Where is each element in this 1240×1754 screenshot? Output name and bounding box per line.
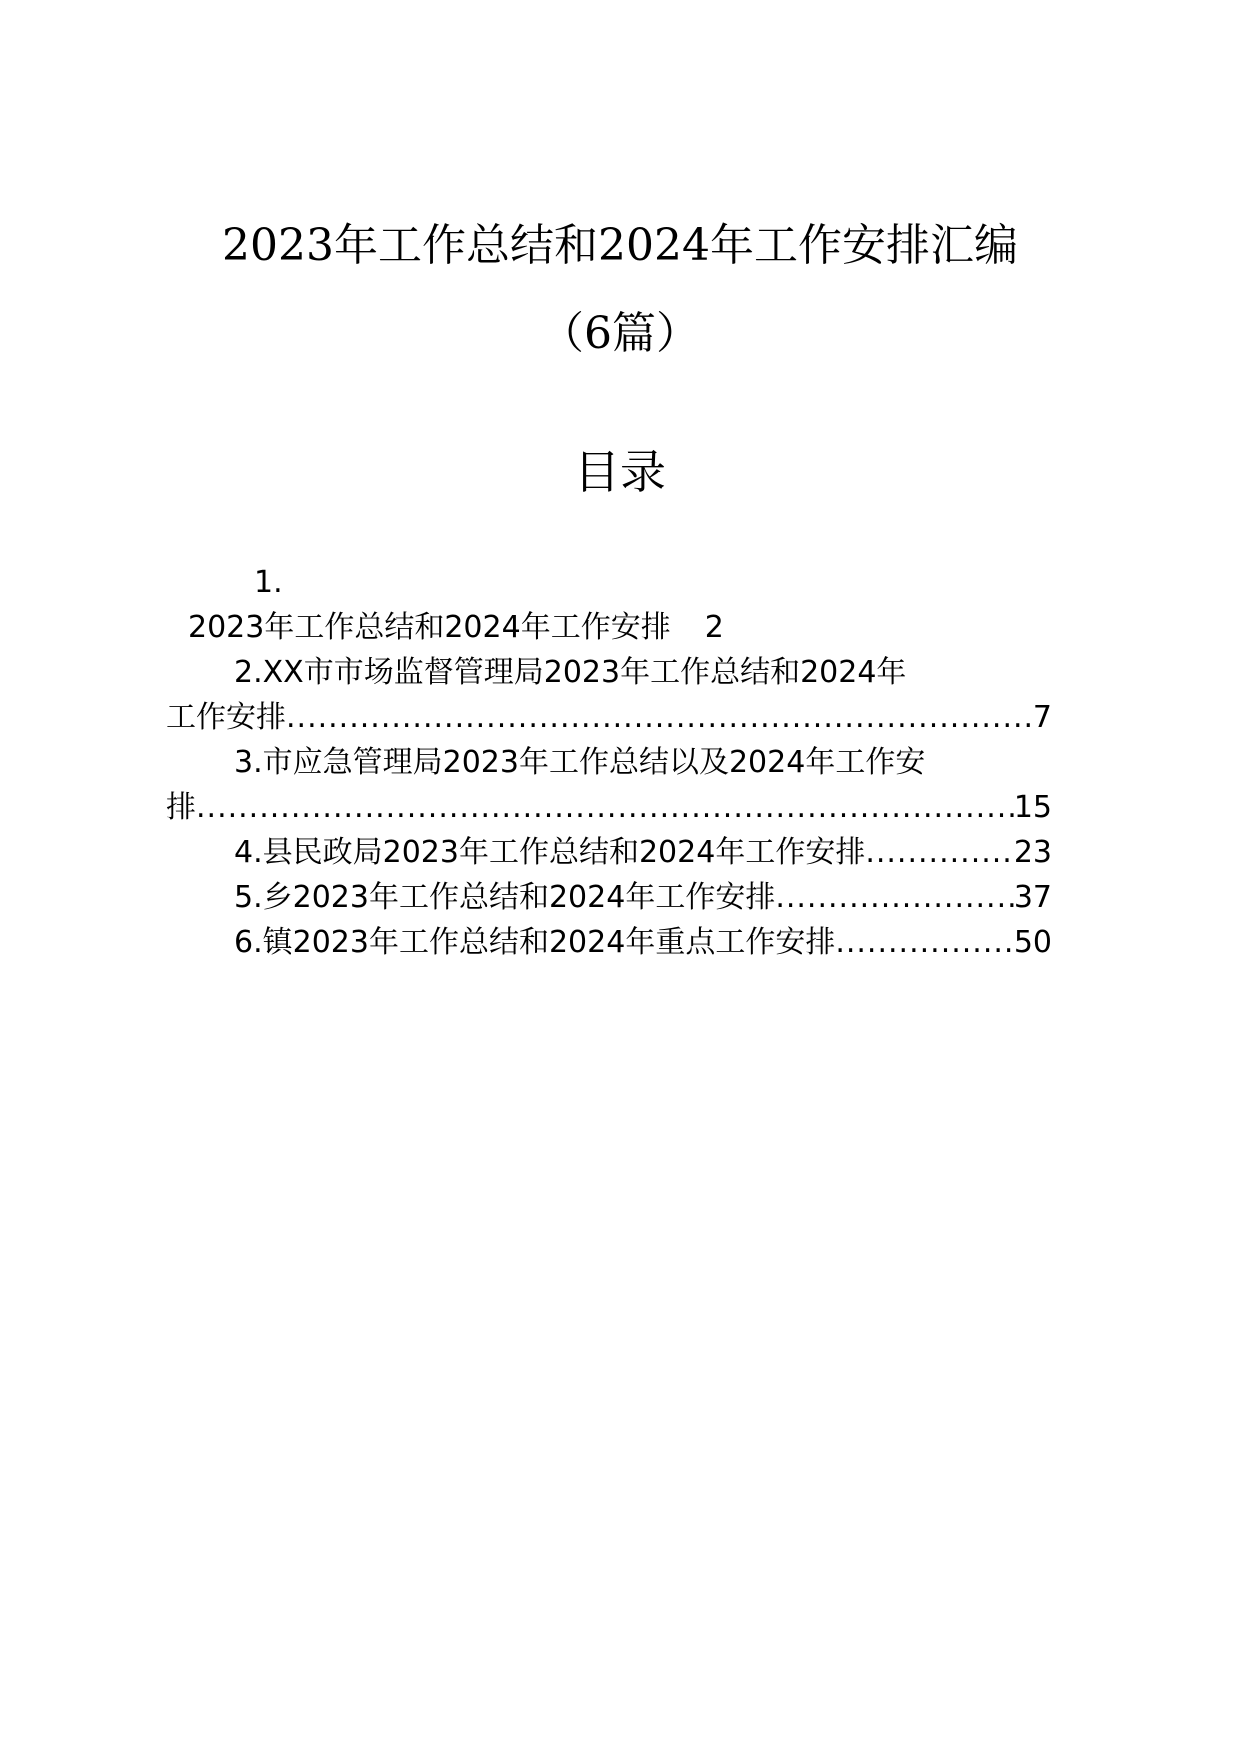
toc-entry-5-leader	[775, 875, 1013, 920]
toc-entry-6[interactable]	[166, 920, 1052, 965]
toc-entry-4[interactable]	[166, 830, 1052, 875]
toc-entry-5[interactable]	[166, 875, 1052, 920]
toc-entry-6-page: 50	[1013, 925, 1052, 960]
toc-entry-2-continued[interactable]	[166, 695, 1052, 740]
toc-entry-3[interactable]	[166, 740, 1052, 785]
toc-entry-3-title-part2: 排	[166, 790, 196, 825]
toc-entry-4-page: 23	[1013, 835, 1052, 870]
document-subtitle: （6篇）	[540, 308, 700, 359]
toc-entry-3-continued[interactable]	[166, 785, 1052, 830]
table-of-contents	[166, 560, 1052, 965]
toc-entry-2-title-part2: 工作安排	[166, 700, 286, 735]
toc-entry-1[interactable]	[186, 605, 1052, 650]
toc-entry-6-leader	[835, 920, 1013, 965]
toc-entry-2-page: 7	[1032, 700, 1052, 735]
toc-entry-2-leader	[286, 695, 1033, 740]
toc-entry-2[interactable]	[166, 650, 1052, 695]
toc-entry-2-title-part1: 2.XX市市场监督管理局2023年工作总结和2024年	[234, 655, 907, 690]
toc-entry-5-page: 37	[1013, 880, 1052, 915]
document-title: 2023年工作总结和2024年工作安排汇编	[222, 220, 1018, 271]
toc-entry-3-page: 15	[1013, 790, 1052, 825]
toc-entry-1-title: 2023年工作总结和2024年工作安排	[188, 610, 671, 645]
toc-heading: 目录	[574, 445, 666, 499]
toc-entry-3-title-part1: 3.市应急管理局2023年工作总结以及2024年工作安	[234, 745, 926, 780]
toc-entry-1-number-line[interactable]	[186, 560, 1052, 605]
toc-entry-4-leader	[865, 830, 1013, 875]
toc-entry-3-leader	[196, 785, 1014, 830]
toc-entry-6-title: 6.镇2023年工作总结和2024年重点工作安排	[234, 925, 836, 960]
toc-entry-1-page: 2	[704, 610, 724, 645]
toc-entry-4-title: 4.县民政局2023年工作总结和2024年工作安排	[234, 835, 866, 870]
toc-entry-5-title: 5.乡2023年工作总结和2024年工作安排	[234, 880, 776, 915]
toc-entry-1-number: 1.	[254, 565, 283, 600]
